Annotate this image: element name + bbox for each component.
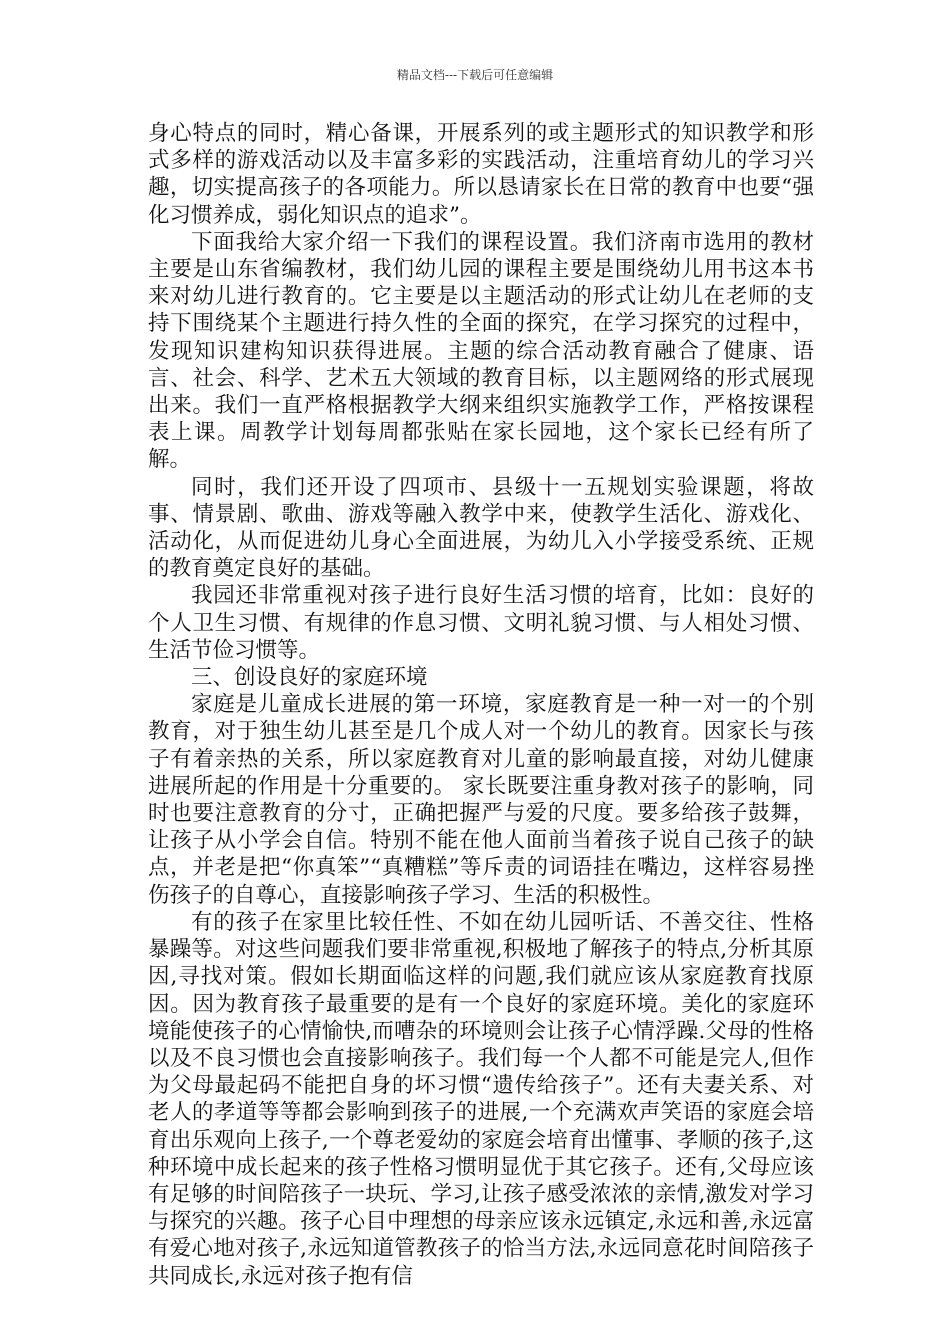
paragraph-family-influence: 有的孩子在家里比较任性、不如在幼儿园听话、不善交往、性格暴躁等。对这些问题我们要非常重视,积极地了解孩子的特点,分析其原因,寻找对策。假如长期面临这样的问题,我们就应该从家庭教育找原因。因为教育孩子最重要的是有一个良好的家庭环境。美化的家庭环境能使孩子的心情愉快,而嘈杂的环境则会让孩子心情浮躁.父母的性格以及不良习惯也会直接影响孩子。我们每一个人都不可能是完人,但作为父母最起码不能把自身的坏习惯“遗传给孩子”。还有夫妻关系、对老人的孝道等等都会影响到孩子的进展,一个充满欢声笑语的家庭会培育出乐观向上孩子,一个尊老爱幼的家庭会培育出懂事、孝顺的孩子,这种环境中成长起来的孩子性格习惯明显优于其它孩子。还有,父母应该有足够的时间陪孩子一块玩、学习,让孩子感受浓浓的亲情,激发对学习与探究的兴趣。孩子心目中理想的母亲应该永远镇定,永远和善,永远富有爱心地对孩子,永远知道管教孩子的恰当方法,永远同意花时间陪孩子共同成长,永远对孩子抱有信 [148,909,814,1289]
paragraph-continuation: 身心特点的同时，精心备课，开展系列的或主题形式的知识教学和形式多样的游戏活动以及丰富多彩的实践活动，注重培育幼儿的学习兴趣，切实提高孩子的各项能力。所以恳请家长在日常的教育中也要“强化习惯养成，弱化知识点的追求”。 [148,121,814,228]
page-header: 精品文档---下载后可任意编辑 [396,68,554,82]
paragraph-curriculum: 下面我给大家介绍一下我们的课程设置。我们济南市选用的教材主要是山东省编教材，我们幼儿园的课程主要是围绕幼儿用书这本书来对幼儿进行教育的。它主要是以主题活动的形式让幼儿在老师的支持下围绕某个主题进行持久性的全面的探究，在学习探究的过程中，发现知识建构知识获得进展。主题的综合活动教育融合了健康、语言、社会、科学、艺术五大领域的教育目标，以主题网络的形式展现出来。我们一直严格根据教学大纲来组织实施教学工作，严格按课程表上课。周教学计划每周都张贴在家长园地，这个家长已经有所了解。 [148,229,814,473]
section-heading: 三、创设良好的家庭环境 [191,665,428,691]
paragraph-habits: 我园还非常重视对孩子进行良好生活习惯的培育，比如：良好的个人卫生习惯、有规律的作息习惯、文明礼貌习惯、与人相处习惯、生活节俭习惯等。 [148,583,814,663]
paragraph-research-projects: 同时，我们还开设了四项市、县级十一五规划实验课题，将故事、情景剧、歌曲、游戏等融入教学中来，使教学生活化、游戏化、活动化，从而促进幼儿身心全面进展，为幼儿入小学接受系统、正规的教育奠定良好的基础。 [148,474,814,582]
paragraph-family-environment: 家庭是儿童成长进展的第一环境，家庭教育是一种一对一的个别教育，对于独生幼儿甚至是几个成人对一个幼儿的教育。因家长与孩子有着亲热的关系，所以家庭教育对儿童的影响最直接，对幼儿健康进展所起的作用是十分重要的。 家长既要注重身教对孩子的影响，同时也要注意教育的分寸，正确把握严与爱的尺度。要多给孩子鼓舞，让孩子从小学会自信。特别不能在他人面前当着孩子说自己孩子的缺点，并老是把“你真笨”“真糟糕”等斥责的词语挂在嘴边，这样容易挫伤孩子的自尊心，直接影响孩子学习、生活的积极性。 [148,692,814,908]
document-body [148,120,814,1290]
